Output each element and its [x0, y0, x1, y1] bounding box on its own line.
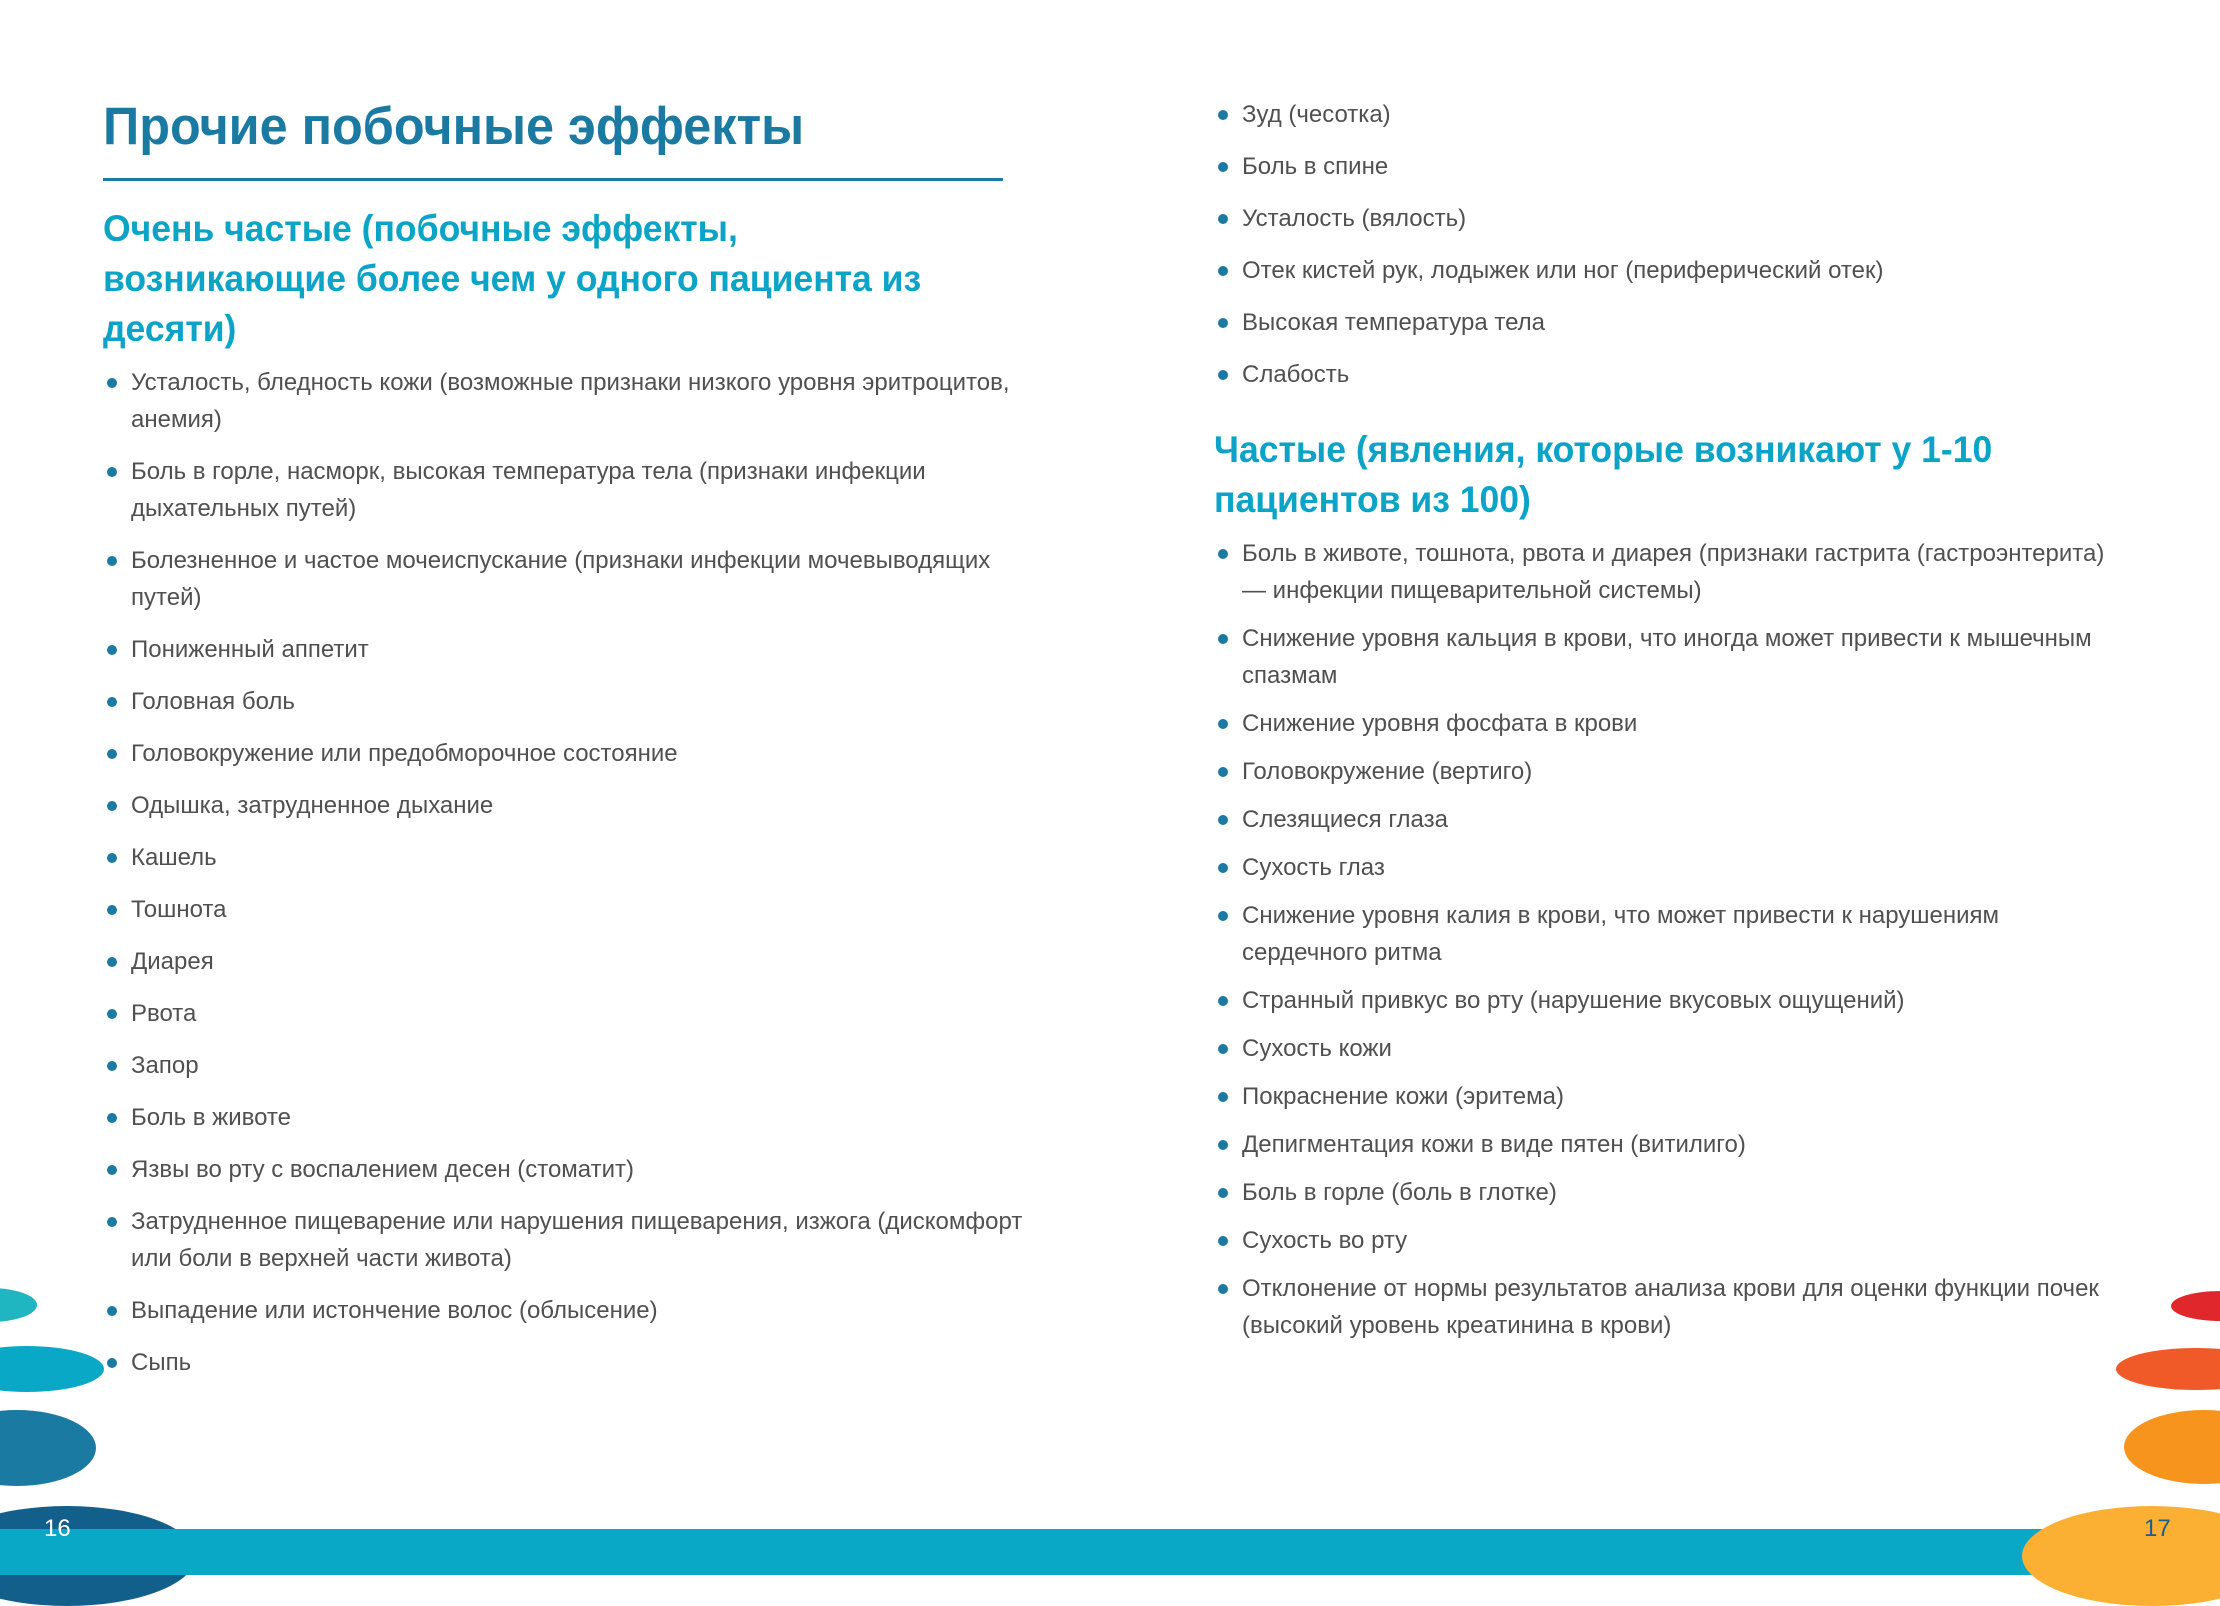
list-item: Головокружение или предобморочное состояние — [103, 735, 1023, 772]
list-item: Пониженный аппетит — [103, 631, 1023, 668]
list-item: Отклонение от нормы результатов анализа крови для оценки функции почек (высокий уровень креатинина в крови) — [1214, 1270, 2114, 1344]
list-item: Сухость глаз — [1214, 849, 2114, 886]
left-column — [103, 204, 1023, 1396]
list-item: Покраснение кожи (эритема) — [1214, 1078, 2114, 1115]
common-list — [1214, 535, 2114, 1344]
list-item: Снижение уровня кальция в крови, что иногда может привести к мышечным спазмам — [1214, 620, 2114, 694]
decor-circle-blue — [0, 1410, 96, 1486]
decor-circle-cyan — [0, 1346, 104, 1392]
list-item: Болезненное и частое мочеиспускание (признаки инфекции мочевыводящих путей) — [103, 542, 1023, 616]
list-item: Запор — [103, 1047, 1023, 1084]
decor-circle-teal — [0, 1288, 37, 1322]
list-item: Тошнота — [103, 891, 1023, 928]
list-item: Депигментация кожи в виде пятен (витилиго) — [1214, 1126, 2114, 1163]
list-item: Боль в спине — [1214, 148, 2114, 185]
list-item: Усталость (вялость) — [1214, 200, 2114, 237]
list-item: Высокая температура тела — [1214, 304, 2114, 341]
very-common-list-continued — [1214, 96, 2114, 393]
list-item: Сухость во рту — [1214, 1222, 2114, 1259]
list-item: Головокружение (вертиго) — [1214, 753, 2114, 790]
page-number-left: 16 — [44, 1515, 71, 1542]
list-item: Слабость — [1214, 356, 2114, 393]
right-column — [1214, 96, 2114, 1355]
very-common-list — [103, 364, 1023, 1381]
decor-circle-red — [2171, 1291, 2220, 1321]
list-item: Кашель — [103, 839, 1023, 876]
page-title: Прочие побочные эффекты — [103, 97, 805, 156]
title-divider — [103, 178, 1003, 181]
decor-circle-orange — [2124, 1410, 2220, 1484]
list-item: Усталость, бледность кожи (возможные признаки низкого уровня эритроцитов, анемия) — [103, 364, 1023, 438]
list-item: Зуд (чесотка) — [1214, 96, 2114, 133]
list-item: Странный привкус во рту (нарушение вкусовых ощущений) — [1214, 982, 2114, 1019]
list-item: Затрудненное пищеварение или нарушения пищеварения, изжога (дискомфорт или боли в верхней части живота) — [103, 1203, 1023, 1277]
list-item: Боль в горле, насморк, высокая температура тела (признаки инфекции дыхательных путей) — [103, 453, 1023, 527]
decor-circle-yellow — [2022, 1506, 2220, 1606]
list-item: Сыпь — [103, 1344, 1023, 1381]
list-item: Диарея — [103, 943, 1023, 980]
common-heading: Частые (явления, которые возникают у 1-10 пациентов из 100) — [1214, 429, 1993, 520]
decor-circle-orange-red — [2116, 1348, 2220, 1390]
list-item: Рвота — [103, 995, 1023, 1032]
list-item: Слезящиеся глаза — [1214, 801, 2114, 838]
list-item: Выпадение или истончение волос (облысение) — [103, 1292, 1023, 1329]
list-item: Сухость кожи — [1214, 1030, 2114, 1067]
list-item: Боль в животе — [103, 1099, 1023, 1136]
list-item: Снижение уровня фосфата в крови — [1214, 705, 2114, 742]
page-number-right: 17 — [2144, 1515, 2171, 1542]
footer-band — [0, 1529, 2220, 1575]
list-item: Отек кистей рук, лодыжек или ног (периферический отек) — [1214, 252, 2114, 289]
list-item: Язвы во рту с воспалением десен (стоматит) — [103, 1151, 1023, 1188]
list-item: Одышка, затрудненное дыхание — [103, 787, 1023, 824]
list-item: Снижение уровня калия в крови, что может привести к нарушениям сердечного ритма — [1214, 897, 2114, 971]
list-item: Боль в горле (боль в глотке) — [1214, 1174, 2114, 1211]
very-common-heading: Очень частые (побочные эффекты, возникающие более чем у одного пациента из десяти) — [103, 208, 922, 349]
list-item: Боль в животе, тошнота, рвота и диарея (признаки гастрита (гастроэнтерита) — инфекции пищеварительной системы) — [1214, 535, 2114, 609]
list-item: Головная боль — [103, 683, 1023, 720]
